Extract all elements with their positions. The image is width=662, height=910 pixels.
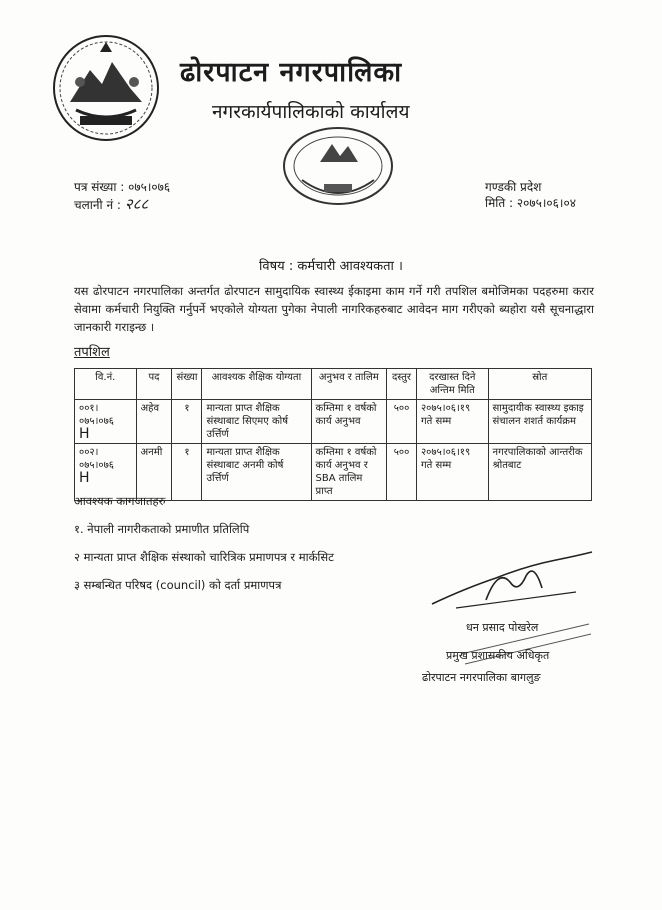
deadline-date: २०७५।०६।१९	[420, 447, 471, 458]
count-cell: १	[172, 444, 202, 501]
serial-suffix: H	[79, 426, 90, 442]
col-experience: अनुभव र तालिम	[311, 369, 386, 400]
details-heading: तपशिल	[74, 345, 110, 360]
serial-suffix: H	[79, 470, 90, 486]
experience-cell: कम्तिमा १ वर्षको कार्य अनुभव	[311, 400, 386, 444]
reference-number	[74, 178, 170, 195]
dispatch-label: चलानी नं :	[74, 198, 121, 212]
signatory-name: धन प्रसाद पोखरेल	[466, 621, 539, 634]
serial-number: ००२।	[79, 447, 99, 458]
source-cell: सामुदायीक स्वास्थ्य इकाइ संचालन शशर्त कार्यक्रम	[488, 400, 591, 444]
date-label: मिति :	[485, 196, 514, 210]
municipality-title: ढोरपाटन नगरपालिका	[180, 57, 403, 88]
serial-year: ०७५।०७६	[79, 416, 114, 427]
vacancy-table	[74, 368, 592, 501]
post-cell: अनमी	[136, 444, 172, 501]
table-row	[75, 400, 592, 444]
office-stamp	[278, 122, 398, 210]
province-name: गण्डकी प्रदेश	[485, 180, 542, 194]
serial-cell	[75, 444, 137, 501]
dispatch-number	[74, 194, 148, 214]
document-item: १. नेपाली नागरीकताको प्रमाणीत प्रतिलिपि	[74, 522, 250, 536]
col-count: संख्या	[172, 369, 202, 400]
handwritten-signature	[426, 548, 596, 614]
post-cell: अहेव	[136, 400, 172, 444]
subject-text: कर्मचारी आवश्यकता ।	[297, 259, 403, 274]
experience-cell: कम्तिमा १ वर्षको कार्य अनुभव र SBA तालिम प्राप्त	[311, 444, 386, 501]
col-post: पद	[136, 369, 172, 400]
qualification-cell: मान्यता प्राप्त शैक्षिक संस्थाबाट सिएमए कोर्ष उर्त्तिर्ण	[202, 400, 311, 444]
date-value: २०७५।०६।०४	[516, 196, 576, 210]
count-cell: १	[172, 400, 202, 444]
subject-line	[0, 256, 662, 274]
col-qualification: आवश्यक शैक्षिक योग्यता	[202, 369, 311, 400]
ref-value: ०७५।०७६	[128, 180, 171, 194]
table-row	[75, 444, 592, 501]
letter-date	[485, 194, 576, 211]
col-deadline: दरखास्त दिने अन्तिम मिति	[416, 369, 488, 400]
signatory-office: ढोरपाटन नगरपालिका बागलुङ	[422, 671, 541, 684]
notice-body: यस ढोरपाटन नगरपालिका अन्तर्गत ढोरपाटन सामुदायिक स्वास्थ्य ईकाइमा काम गर्ने गरी तपशिल बमोजिमका पदहरुमा करार सेवामा कर्मचारी नियुक्ति गर्नुपर्ने भएकोले योग्यता पुगेका नेपाली नागरिकहरुबाट आवेदन माग गरीएको ब्यहोरा यसै सूचनाद्धारा जानकारी गराइन्छ ।	[74, 284, 594, 334]
ref-label: पत्र संख्या :	[74, 180, 125, 194]
deadline-cell	[416, 400, 488, 444]
deadline-suffix: गते सम्म	[420, 460, 452, 471]
signatory-title: प्रमुख प्रशासकीय अधिकृत	[446, 649, 550, 662]
fee-cell: ५००	[387, 400, 417, 444]
table-header-row	[75, 369, 592, 400]
documents-heading: आवश्यक कागजातहरु	[74, 494, 166, 508]
serial-year: ०७५।०७६	[79, 460, 114, 471]
deadline-cell	[416, 444, 488, 501]
serial-cell	[75, 400, 137, 444]
document-item: २ मान्यता प्राप्त शैक्षिक संस्थाको चारित्रिक प्रमाणपत्र र मार्कसिट	[74, 550, 334, 564]
col-source: स्रोत	[488, 369, 591, 400]
qualification-cell: मान्यता प्राप्त शैक्षिक संस्थाबाट अनमी कोर्ष उर्त्तिर्ण	[202, 444, 311, 501]
fee-cell: ५००	[387, 444, 417, 501]
source-cell: नगरपालिकाको आन्तरीक श्रोतबाट	[488, 444, 591, 501]
nepal-emblem-logo	[50, 32, 162, 144]
subject-label: विषय :	[259, 259, 294, 274]
serial-number: ००१।	[79, 403, 99, 414]
col-fee: दस्तुर	[387, 369, 417, 400]
office-subtitle: नगरकार्यपालिकाको कार्यालय	[212, 101, 410, 123]
deadline-suffix: गते सम्म	[420, 416, 452, 427]
col-serial: वि.नं.	[75, 369, 137, 400]
deadline-date: २०७५।०६।१९	[420, 403, 471, 414]
dispatch-value: २८८	[124, 195, 149, 213]
document-item: ३ सम्बन्धित परिषद (council) को दर्ता प्रमाणपत्र	[74, 578, 282, 592]
